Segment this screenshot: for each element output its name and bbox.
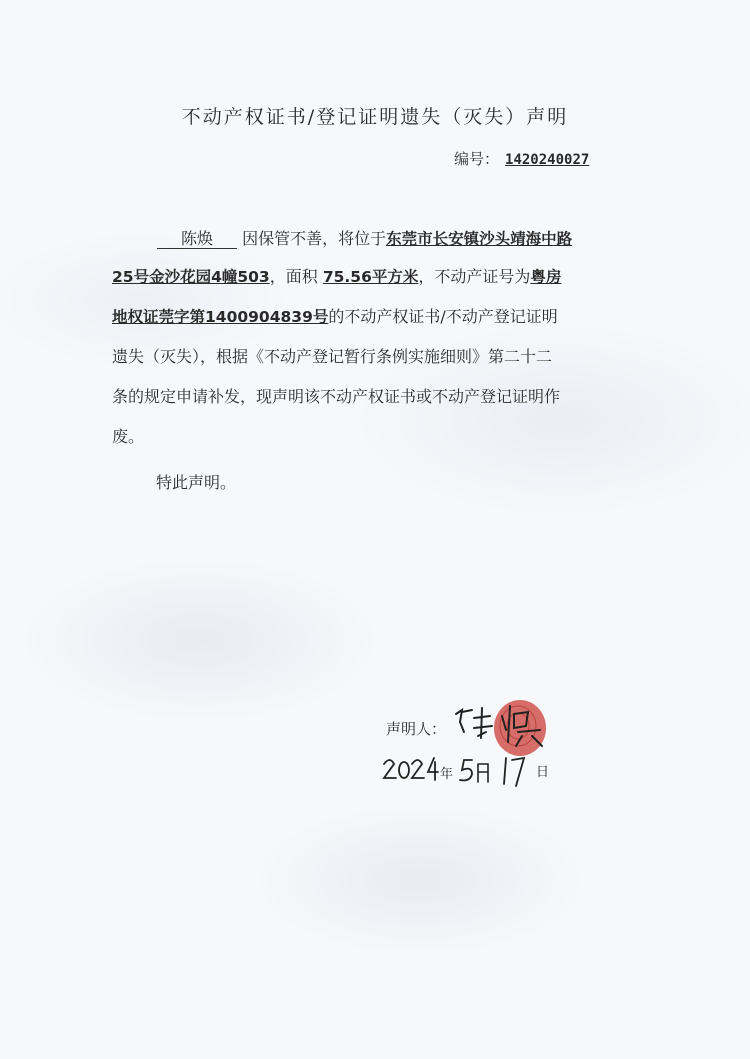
body-line-4: 遗失（灭失），根据《不动产登记暂行条例实施细则》第二十二 — [112, 347, 553, 366]
cert-number: 粤房 — [530, 268, 562, 286]
closing-statement: 特此声明。 — [156, 473, 237, 492]
area-value: 75.56平方米 — [322, 268, 419, 286]
body-line-2 — [112, 264, 561, 287]
declarant-name: 陈焕 — [157, 230, 237, 249]
date-day-unit: 日 — [536, 765, 550, 780]
body-line-5: 条的规定申请补发，现声明该不动产权证书或不动产登记证明作 — [112, 387, 561, 406]
date-year-unit: 年 — [440, 767, 454, 782]
document-number-label: 编号： — [454, 150, 500, 168]
body-text: 的不动产权证书/不动产登记证明 — [328, 307, 558, 326]
cert-number-cont: 地权证莞字第1400904839号 — [112, 308, 329, 326]
body-line-3 — [112, 304, 558, 327]
handwritten-date — [382, 752, 562, 792]
body-text: 因保管不善，将位于 — [242, 229, 387, 248]
body-line-1 — [112, 226, 572, 249]
cert-label: ，不动产证号为 — [418, 267, 531, 286]
document-number-value: 1420240027 — [505, 152, 590, 168]
body-line-6: 废。 — [112, 427, 145, 446]
document-title: 不动产权证书/登记证明遗失（灭失）声明 — [181, 106, 569, 128]
declarant-label: 声明人： — [386, 720, 447, 738]
property-address: 东莞市长安镇沙头靖海中路 — [386, 230, 573, 248]
area-label: ，面积 — [269, 267, 318, 286]
document-number — [454, 148, 589, 169]
property-address-cont: 25号金沙花园4幢503 — [112, 268, 270, 286]
